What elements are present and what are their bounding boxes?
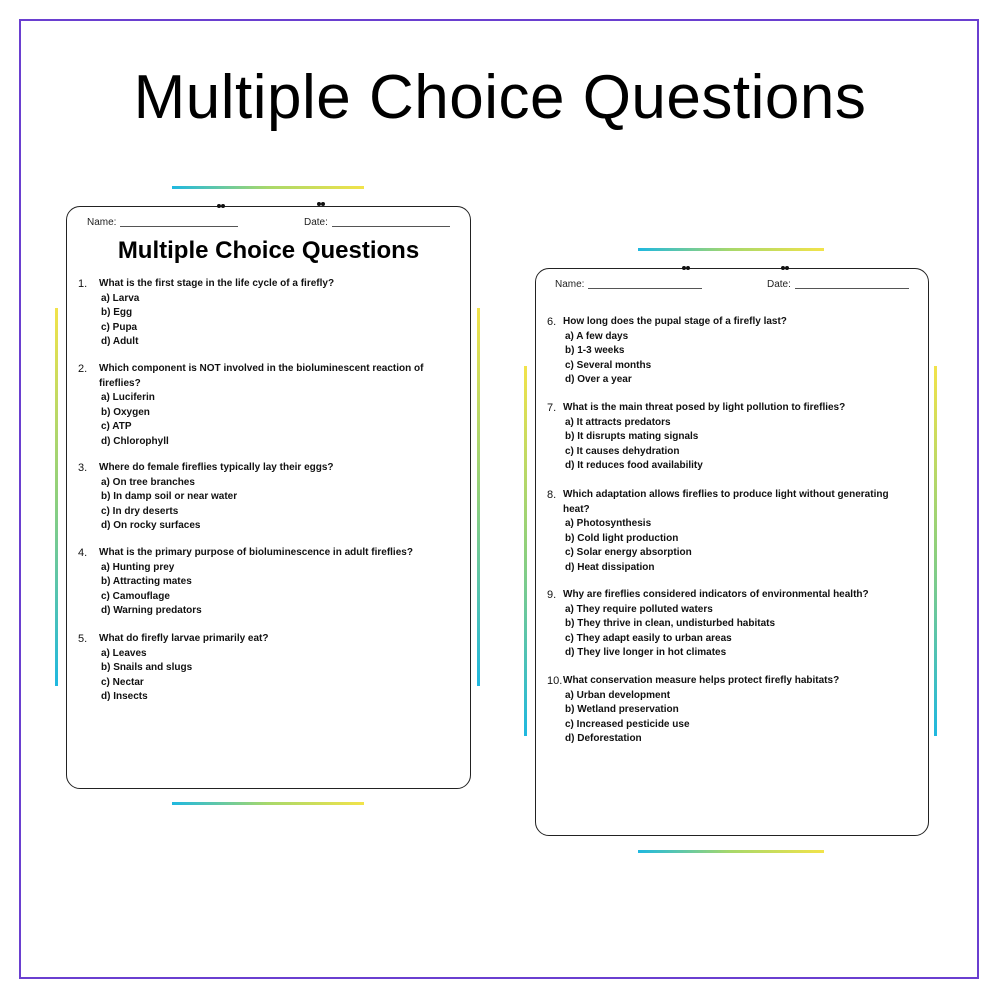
answer-option[interactable]: a) Larva	[101, 292, 140, 304]
question-item	[78, 632, 454, 705]
question-text: What is the primary purpose of bioluminescence in adult fireflies?	[99, 547, 413, 558]
decor-bar	[638, 248, 824, 251]
question-number: 9.	[547, 589, 557, 601]
answer-option[interactable]: d) Chlorophyll	[101, 435, 169, 447]
question-text: What is the first stage in the life cycle of a firefly?	[99, 278, 335, 289]
answer-option[interactable]: b) Oxygen	[101, 406, 150, 418]
date-field[interactable]	[304, 217, 450, 228]
answer-option[interactable]: d) Insects	[101, 691, 148, 702]
worksheet-title: Multiple Choice Questions	[117, 237, 420, 264]
question-item	[547, 674, 908, 747]
question-number: 2.	[78, 363, 88, 375]
question-item	[78, 277, 454, 350]
binder-pin-icon	[217, 204, 226, 209]
answer-option[interactable]: a) Urban development	[565, 689, 671, 701]
decor-bar	[172, 802, 364, 805]
answer-option[interactable]: c) In dry deserts	[101, 505, 179, 517]
answer-option[interactable]: a) It attracts predators	[565, 416, 671, 428]
name-field[interactable]	[555, 279, 702, 290]
answer-option[interactable]: d) Adult	[101, 336, 139, 347]
answer-option[interactable]: c) Several months	[565, 359, 652, 371]
answer-option[interactable]: d) Deforestation	[565, 733, 642, 744]
question-item	[547, 315, 908, 388]
page-title: Multiple Choice Questions	[133, 63, 867, 132]
question-number: 8.	[547, 489, 557, 501]
question-number: 1.	[78, 278, 88, 290]
answer-option[interactable]: b) They thrive in clean, undisturbed habitats	[565, 618, 776, 629]
answer-option[interactable]: a) Luciferin	[101, 392, 155, 403]
answer-option[interactable]: d) Over a year	[565, 374, 632, 385]
answer-option[interactable]: d) They live longer in hot climates	[565, 647, 727, 658]
question-number: 5.	[78, 633, 88, 645]
answer-option[interactable]: c) ATP	[101, 421, 132, 432]
question-text: What is the main threat posed by light pollution to fireflies?	[563, 402, 846, 413]
answer-option[interactable]: d) On rocky surfaces	[101, 520, 201, 531]
answer-option[interactable]: b) In damp soil or near water	[101, 491, 238, 502]
question-text: How long does the pupal stage of a firefly last?	[563, 316, 787, 327]
question-number: 7.	[547, 402, 557, 414]
question-item	[547, 588, 908, 661]
answer-option[interactable]: b) Snails and slugs	[101, 662, 193, 673]
answer-option[interactable]: b) Cold light production	[565, 532, 679, 544]
answer-option[interactable]: c) They adapt easily to urban areas	[565, 632, 732, 644]
date-field[interactable]	[767, 279, 909, 290]
question-text: What do firefly larvae primarily eat?	[99, 633, 269, 644]
decor-bar	[934, 366, 937, 736]
answer-option[interactable]: d) Warning predators	[101, 605, 202, 616]
question-text: Which adaptation allows fireflies to produce light without generating heat?	[563, 489, 889, 515]
answer-option[interactable]: a) Leaves	[101, 647, 147, 659]
question-item	[78, 362, 454, 449]
question-number: 4.	[78, 547, 88, 559]
question-number: 3.	[78, 462, 88, 474]
answer-option[interactable]: a) A few days	[565, 330, 629, 342]
question-number: 10.	[547, 675, 563, 687]
question-text: Where do female fireflies typically lay their eggs?	[99, 462, 334, 473]
answer-option[interactable]: a) Photosynthesis	[565, 518, 652, 529]
question-number: 6.	[547, 316, 557, 328]
question-text: Why are fireflies considered indicators of environmental health?	[563, 589, 869, 600]
answer-option[interactable]: c) Nectar	[101, 676, 144, 688]
answer-option[interactable]: b) Egg	[101, 307, 133, 318]
decor-bar	[55, 308, 58, 686]
answer-option[interactable]: b) It disrupts mating signals	[565, 431, 699, 442]
answer-option[interactable]: d) It reduces food availability	[565, 460, 703, 471]
answer-option[interactable]: c) It causes dehydration	[565, 445, 680, 457]
worksheet-page-1	[66, 206, 471, 789]
binder-pin-icon	[781, 266, 790, 271]
answer-option[interactable]: a) On tree branches	[101, 476, 195, 488]
question-item	[547, 488, 908, 575]
answer-option[interactable]: c) Solar energy absorption	[565, 547, 692, 558]
name-label: Name:	[87, 217, 117, 228]
answer-option[interactable]: a) Hunting prey	[101, 561, 175, 573]
answer-option[interactable]: b) Wetland preservation	[565, 704, 679, 715]
answer-option[interactable]: c) Increased pesticide use	[565, 718, 690, 730]
answer-option[interactable]: b) Attracting mates	[101, 576, 192, 587]
worksheet-page-2	[535, 268, 929, 836]
answer-option[interactable]: c) Camouflage	[101, 590, 170, 602]
decor-bar	[477, 308, 480, 686]
question-item	[547, 401, 908, 474]
question-text: What conservation measure helps protect firefly habitats?	[563, 675, 840, 686]
answer-option[interactable]: d) Heat dissipation	[565, 561, 655, 573]
name-field[interactable]	[87, 217, 238, 228]
date-label: Date:	[767, 279, 791, 290]
binder-pin-icon	[682, 266, 691, 271]
decor-bar	[172, 186, 364, 189]
binder-pin-icon	[317, 202, 326, 207]
decor-bar	[524, 366, 527, 736]
date-label: Date:	[304, 217, 328, 228]
answer-option[interactable]: b) 1-3 weeks	[565, 345, 625, 356]
question-text: Which component is NOT involved in the bioluminescent reaction of fireflies?	[99, 363, 424, 389]
answer-option[interactable]: c) Pupa	[101, 321, 138, 333]
name-label: Name:	[555, 279, 585, 290]
question-item	[78, 461, 454, 534]
question-item	[78, 546, 454, 619]
answer-option[interactable]: a) They require polluted waters	[565, 603, 713, 615]
decor-bar	[638, 850, 824, 853]
